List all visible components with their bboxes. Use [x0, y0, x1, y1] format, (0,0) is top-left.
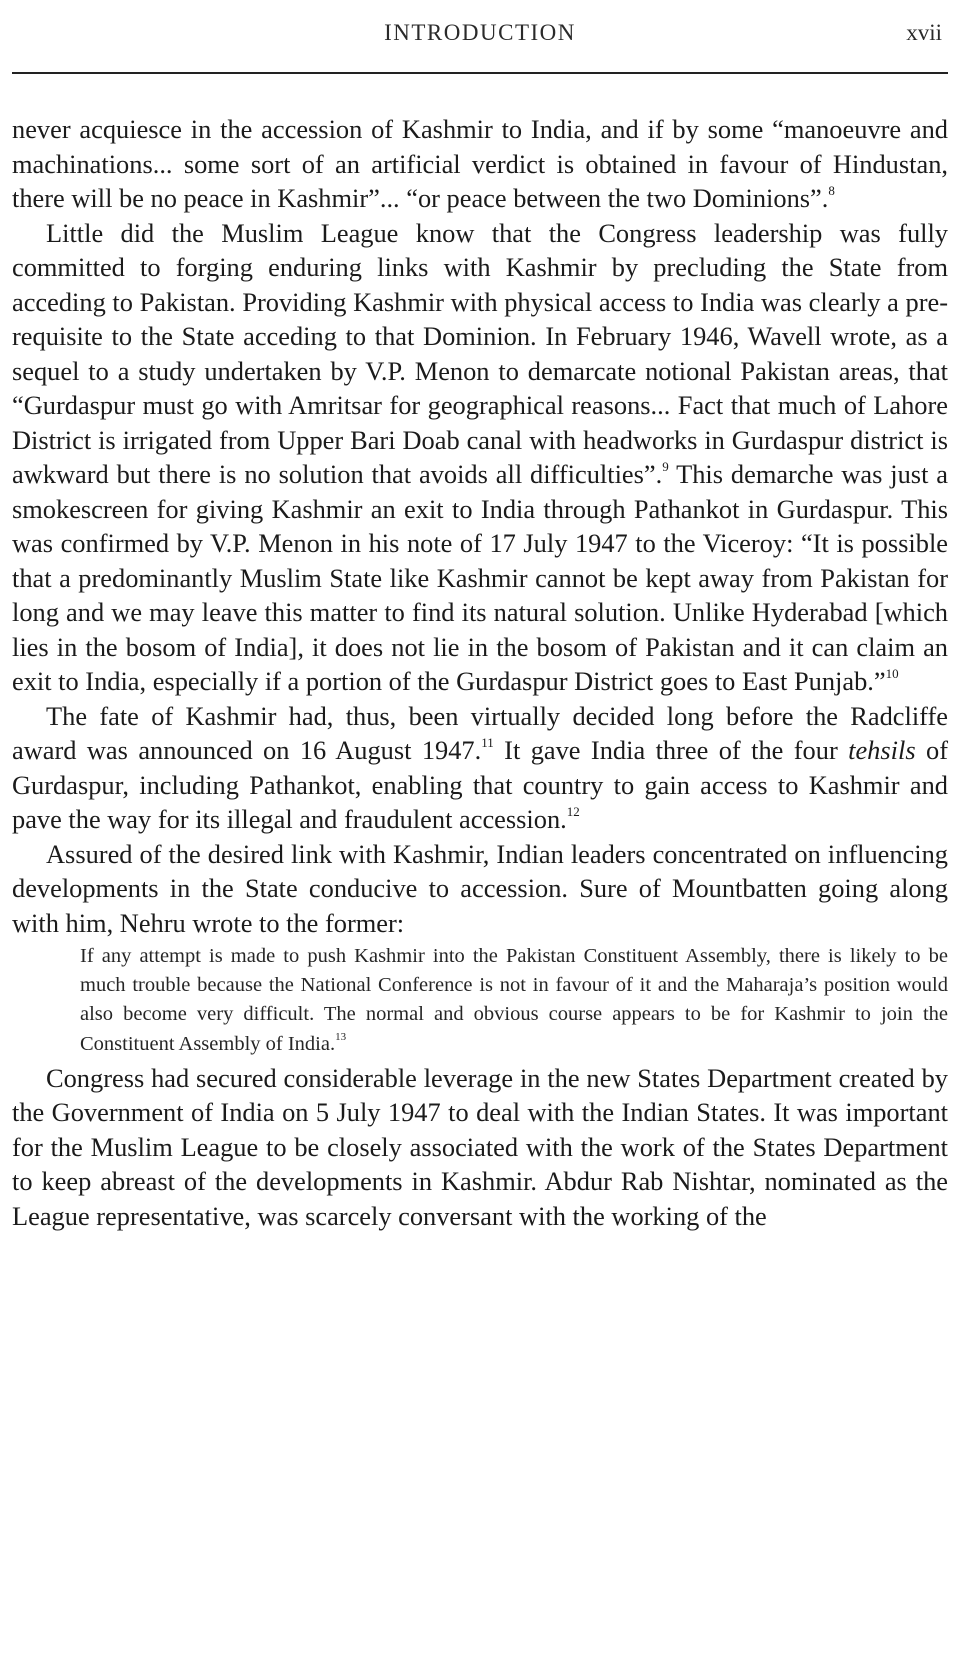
paragraph-5 [12, 1061, 948, 1234]
paragraph-1 [12, 112, 948, 216]
body-text [12, 112, 948, 1233]
paragraph-4-text: Assured of the desired link with Kashmir, Indian leaders concentrated on influencing developments in the State conducive to accession. Sure of Mountbatten going along with him, Nehru wrote to the former: [12, 838, 948, 938]
paragraph-1-text: never acquiesce in the accession of Kashmir to India, and if by some “manoeuvre and machinations... some sort of an artificial verdict is obtained in favour of Hindustan, there will be no peace in Kashmir”... “or peace between the two Dominions”. [12, 114, 948, 213]
footnote-ref-12: 12 [566, 804, 580, 820]
page-number: xvii [906, 20, 942, 45]
paragraph-2-text-b: This demarche was just a smokescreen for giving Kashmir an exit to India through Pathankot in Gurdaspur. This was confirmed by V.P. Menon in his note of 17 July 1947 to the Viceroy: “It is possible that a predominantly Muslim State like Kashmir cannot be kept away from Pakistan for long and we may leave this matter to find its natural solution. Unlike Hyderabad [which lies in the bosom of India], it does not lie in the bosom of Pakistan and it can claim an exit to India, especially if a portion of the Gurdaspur District goes to East Punjab.” [12, 459, 949, 696]
footnote-ref-13: 13 [335, 1030, 347, 1043]
footnote-ref-11: 11 [481, 735, 494, 751]
italic-term-tehsils: tehsils [848, 735, 916, 765]
block-quote [80, 942, 948, 1059]
footnote-ref-8: 8 [828, 183, 835, 199]
paragraph-2 [12, 216, 948, 699]
paragraph-4 [12, 837, 948, 941]
paragraph-5-text: Congress had secured considerable leverage in the new States Department created by the Government of India on 5 July 1947 to deal with the Indian States. It was important for the Muslim League to be closely associated with the work of the States Department to keep abreast of the developments in Kashmir. Abdur Rab Nishtar, nominated as the League representative, was scarcely conversant with the working of the [12, 1062, 948, 1231]
header-rule [12, 72, 948, 74]
footnote-ref-9: 9 [662, 459, 669, 475]
paragraph-3-text-b: It gave India three of the four [493, 735, 849, 765]
footnote-ref-10: 10 [885, 666, 899, 682]
paragraph-3 [12, 699, 948, 837]
paragraph-3-text-a: The fate of Kashmir had, thus, been virtually decided long before the Radcliffe award was announced on 16 August 1947. [12, 700, 948, 765]
running-title: INTRODUCTION [384, 20, 576, 45]
running-head [12, 20, 948, 54]
paragraph-3-text-c: of Gurdaspur, including Pathankot, enabling that country to gain access to Kashmir and pave the way for its illegal and fraudulent accession. [12, 735, 948, 834]
block-quote-text: If any attempt is made to push Kashmir into the Pakistan Constituent Assembly, there is likely to be much trouble because the National Conference is not in favour of it and the Maharaja’s position would also become very difficult. The normal and obvious course appears to be for Kashmir to join the Constituent Assembly of India. [80, 945, 948, 1055]
paragraph-2-text-a: Little did the Muslim League know that the Congress leadership was fully committed to forging enduring links with Kashmir by precluding the State from acceding to Pakistan. Providing Kashmir with physical access to India was clearly a pre-requisite to the State acceding to that Dominion. In February 1946, Wavell wrote, as a sequel to a study undertaken by V.P. Menon to demarcate notional Pakistan areas, that “Gurdaspur must go with Amritsar for geographical reasons... Fact that much of Lahore District is irrigated from Upper Bari Doab canal with headworks in Gurdaspur district is awkward but there is no solution that avoids all difficulties”. [12, 217, 948, 489]
